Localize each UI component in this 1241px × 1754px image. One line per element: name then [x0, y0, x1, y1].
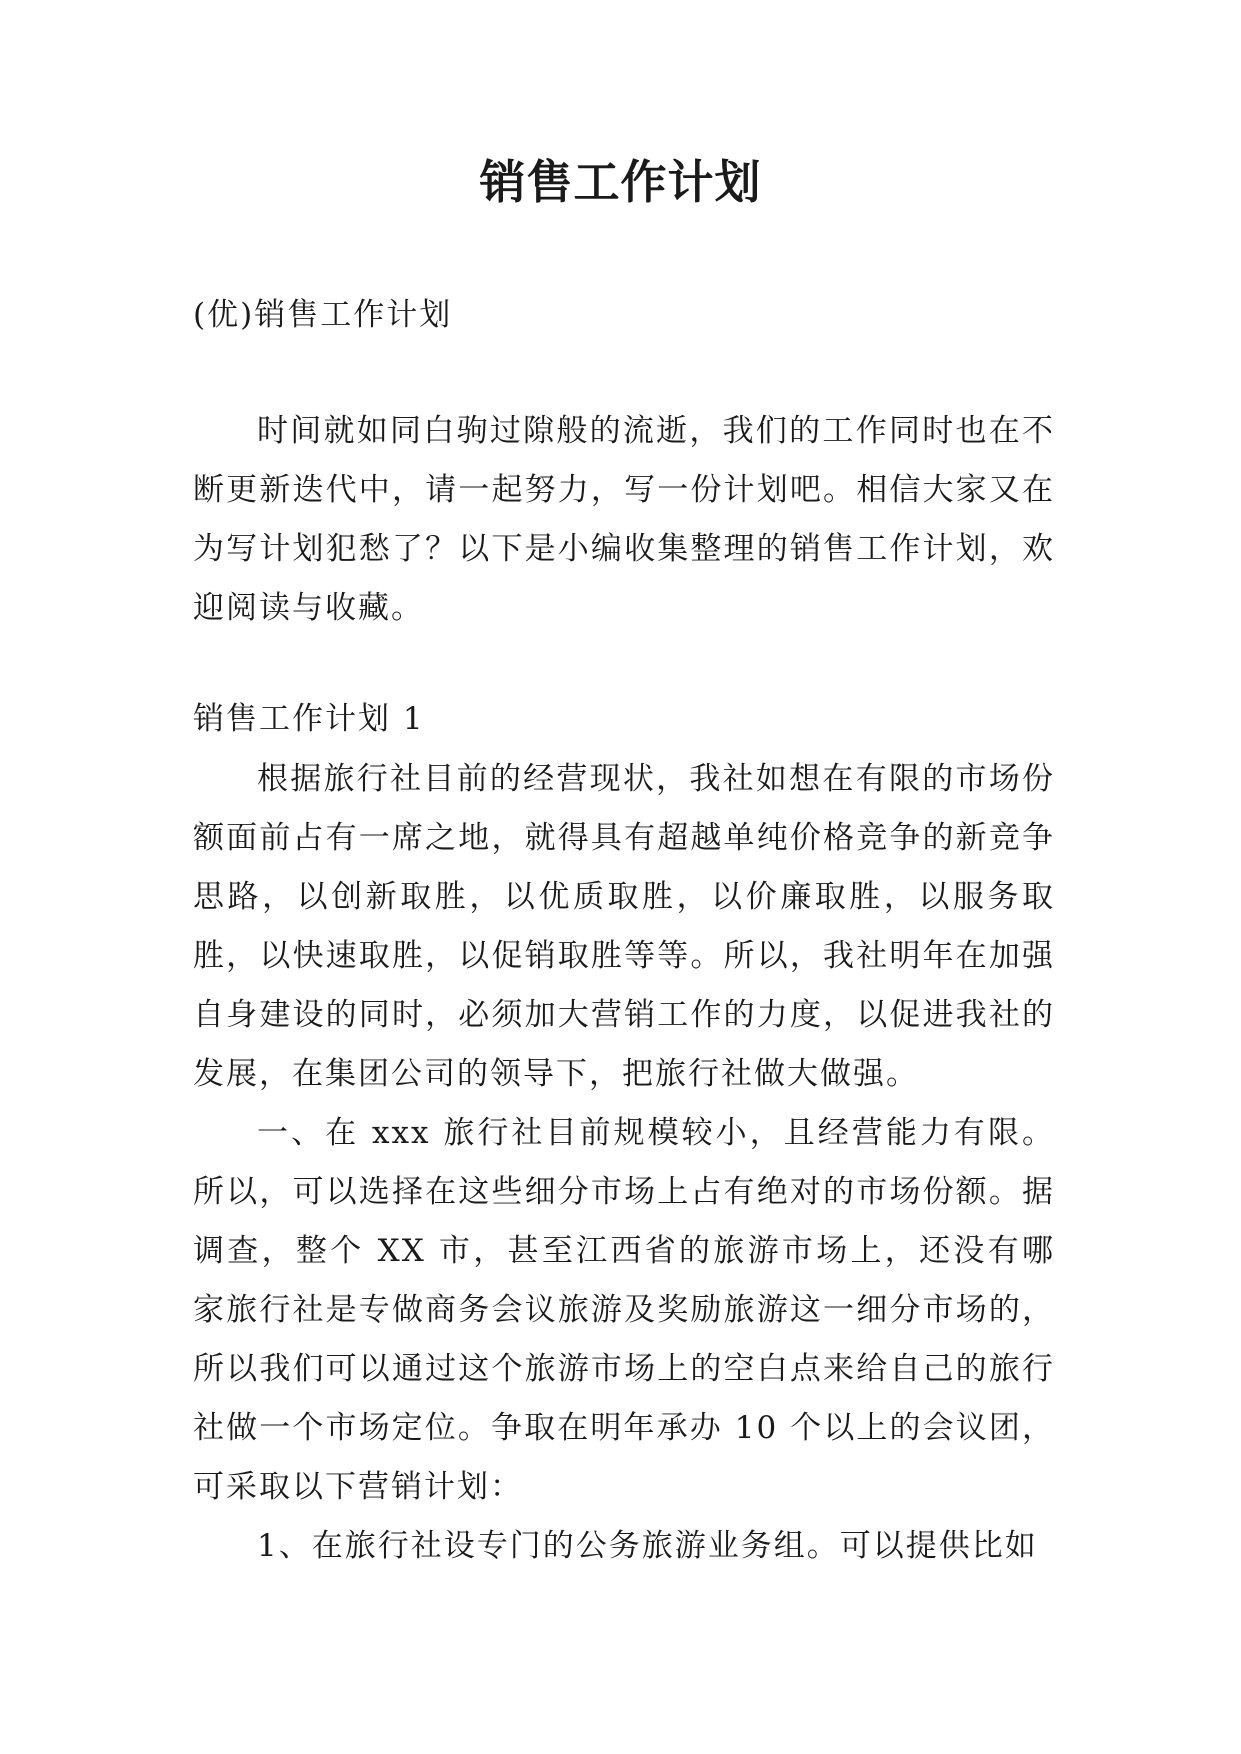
intro-paragraph: 时间就如同白驹过隙般的流逝，我们的工作同时也在不断更新迭代中，请一起努力，写一份计划吧。相信大家又在为写计划犯愁了？以下是小编收集整理的销售工作计划，欢迎阅读与收藏。	[193, 413, 1055, 626]
section-heading-text: 销售工作计划 1	[193, 701, 425, 737]
section-heading	[193, 690, 1055, 749]
body-paragraph: 根据旅行社目前的经营现状，我社如想在有限的市场份额面前占有一席之地，就得具有超越单纯价格竞争的新竞争思路，以创新取胜，以优质取胜，以价廉取胜，以服务取胜，以快速取胜，以促销取胜等等。所以，我社明年在加强自身建设的同时，必须加大营销工作的力度，以促进我社的发展，在集团公司的领导下，把旅行社做大做强。	[193, 761, 1055, 1092]
intro-section	[193, 402, 1055, 638]
section-body	[193, 750, 1055, 1576]
body-paragraph: 一、在 xxx 旅行社目前规模较小，且经营能力有限。所以，可以选择在这些细分市场上占有绝对的市场份额。据调查，整个 XX 市，甚至江西省的旅游市场上，还没有哪家旅行社是专做商务会议旅游及奖励旅游这一细分市场的，所以我们可以通过这个旅游市场上的空白点来给自己的旅行社做一个市场定位。争取在明年承办 10 个以上的会议团，可采取以下营销计划：	[193, 1115, 1055, 1505]
document-title: 销售工作计划	[479, 155, 762, 209]
body-paragraph: 1、在旅行社设专门的公务旅游业务组。可以提供比如	[257, 1528, 1038, 1564]
document-subtitle	[193, 286, 1055, 345]
subtitle-text: (优)销售工作计划	[193, 297, 453, 333]
